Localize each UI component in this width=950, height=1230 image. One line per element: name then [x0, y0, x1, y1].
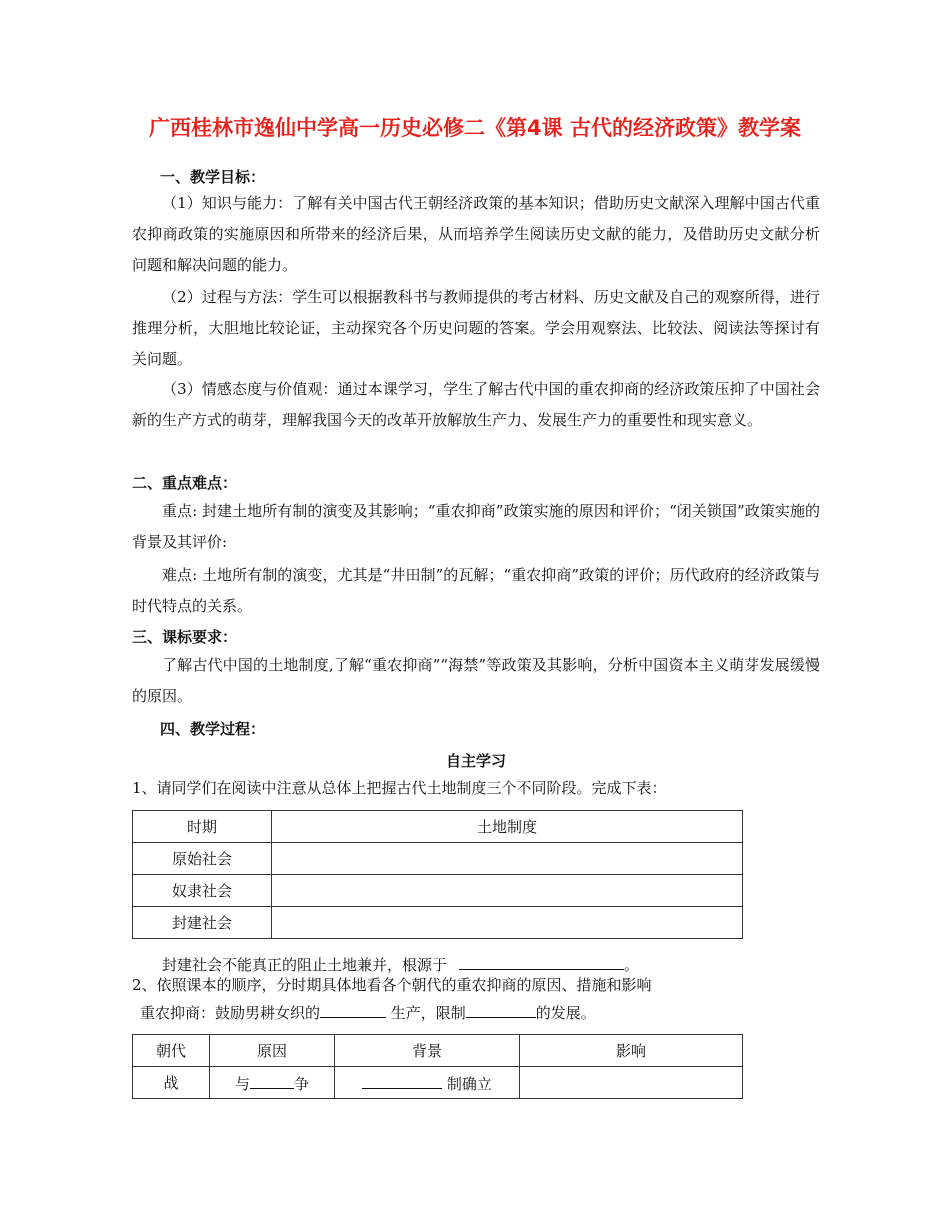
answer-blank[interactable] — [250, 1072, 294, 1089]
section-heading-keypoints: 二、重点难点： — [132, 474, 238, 492]
fill-text: 。 — [624, 956, 640, 974]
paragraph-knowledge: （1）知识与能力：了解有关中国古代王朝经济政策的基本知识；借助历史文献深入理解中国古代重农抑商政策的实施原因和所带来的经济后果，从而培养学生阅读历史文献的能力，及借助历史文献分析问题和解决问题的能力。 — [132, 194, 820, 274]
table-cell-impact[interactable] — [520, 1067, 743, 1099]
question-2: 2、依照课本的顺序，分时期具体地看各个朝代的重农抑商的原因、措施和影响 — [132, 976, 652, 994]
land-system-table — [132, 810, 743, 939]
table-cell-answer[interactable] — [272, 843, 743, 875]
table-header-land-system: 土地制度 — [272, 811, 743, 843]
table-header-dynasty: 朝代 — [133, 1035, 210, 1067]
table-cell-period: 奴隶社会 — [133, 875, 272, 907]
fill-in-policy — [140, 998, 828, 1029]
table-header-background: 背景 — [335, 1035, 520, 1067]
table-cell-answer[interactable] — [272, 875, 743, 907]
answer-blank[interactable] — [466, 1001, 536, 1018]
question-1: 1、请同学们在阅读中注意从总体上把握古代土地制度三个不同阶段。完成下表： — [132, 779, 667, 797]
table-row — [133, 843, 743, 875]
fill-text: 封建社会不能真正的阻止土地兼并，根源于 — [162, 956, 448, 974]
section-heading-objectives: 一、教学目标： — [160, 168, 266, 186]
table-cell-reason — [210, 1067, 335, 1099]
table-row — [133, 907, 743, 939]
table-row — [133, 1067, 743, 1099]
paragraph-values: （3）情感态度与价值观：通过本课学习，学生了解古代中国的重农抑商的经济政策压抑了中国社会新的生产方式的萌芽，理解我国今天的改革开放解放生产力、发展生产力的重要性和现实意义。 — [132, 380, 820, 429]
cell-text: 争 — [294, 1074, 310, 1093]
paragraph-process: （2）过程与方法：学生可以根据教科书与教师提供的考古材料、历史文献及自己的观察所得，进行推理分析，大胆地比较论证，主动探究各个历史问题的答案。学会用观察法、比较法、阅读法等探讨有关问题。 — [132, 288, 820, 368]
cell-text: 与 — [234, 1074, 250, 1093]
table-row — [133, 811, 743, 843]
table-cell-period: 原始社会 — [133, 843, 272, 875]
table-cell-period: 封建社会 — [133, 907, 272, 939]
answer-blank[interactable] — [320, 1001, 386, 1018]
section-heading-process: 四、教学过程： — [160, 720, 266, 738]
table-header-impact: 影响 — [520, 1035, 743, 1067]
section-heading-standards: 三、课标要求： — [132, 628, 238, 646]
fill-text: 重农抑商：鼓励男耕女织的 — [140, 1004, 321, 1022]
paragraph-difficulty: 难点: 土地所有制的演变，尤其是“井田制”的瓦解；“重农抑商”政策的评价；历代政府的经济政策与时代特点的关系。 — [132, 566, 820, 615]
fill-text: 的发展。 — [535, 1004, 596, 1022]
table-row — [133, 1035, 743, 1067]
fill-text: 生产，限制 — [386, 1004, 466, 1022]
table-cell-answer[interactable] — [272, 907, 743, 939]
answer-blank[interactable] — [362, 1072, 442, 1089]
table-header-reason: 原因 — [210, 1035, 335, 1067]
paragraph-standards: 了解古代中国的土地制度,了解“重农抑商”“海禁”等政策及其影响，分析中国资本主义萌芽发展缓慢的原因。 — [132, 656, 820, 705]
subheading-self-study: 自主学习 — [445, 752, 506, 770]
document-title: 广西桂林市逸仙中学高一历史必修二《第4课 古代的经济政策》教学案 — [149, 116, 801, 140]
table-header-period: 时期 — [133, 811, 272, 843]
table-row — [133, 875, 743, 907]
table-cell-background — [335, 1067, 520, 1099]
policy-table — [132, 1034, 743, 1099]
cell-text: 制确立 — [446, 1074, 492, 1093]
paragraph-focus: 重点: 封建土地所有制的演变及其影响；“重农抑商”政策实施的原因和评价；“闭关锁国”政策实施的背景及其评价: — [132, 502, 820, 551]
answer-blank[interactable] — [459, 953, 624, 970]
table-cell-dynasty: 战 — [133, 1067, 210, 1099]
